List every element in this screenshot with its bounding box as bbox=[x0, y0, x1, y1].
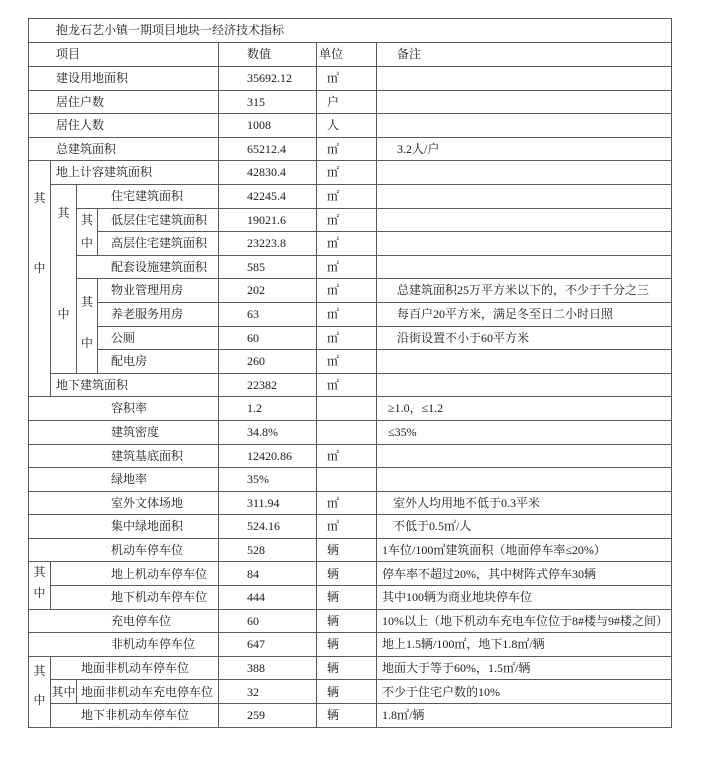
row-label: 地下非机动车停车位 bbox=[51, 704, 219, 728]
row-value: 311.94 bbox=[219, 491, 317, 515]
title-row bbox=[29, 19, 672, 43]
row-note: ≤35% bbox=[377, 420, 672, 444]
row-note: ≥1.0，≤1.2 bbox=[377, 397, 672, 421]
sub-group-label: 其中 bbox=[33, 191, 46, 276]
table-row bbox=[29, 90, 672, 114]
table-row bbox=[29, 279, 672, 303]
row-label: 高层住宅建筑面积 bbox=[98, 232, 219, 256]
row-value: 260 bbox=[219, 350, 317, 374]
table-row bbox=[29, 515, 672, 539]
sub-group-cell bbox=[77, 279, 98, 373]
row-value: 84 bbox=[219, 562, 317, 586]
row-value: 35692.12 bbox=[219, 67, 317, 91]
row-note bbox=[377, 350, 672, 374]
row-note: 地面大于等于60%，1.5㎡/辆 bbox=[377, 656, 672, 680]
row-note bbox=[377, 208, 672, 232]
row-unit: ㎡ bbox=[317, 255, 377, 279]
row-note: 1.8㎡/辆 bbox=[377, 704, 672, 728]
sub-group-label: 其中 bbox=[33, 664, 46, 708]
sub-group-cell bbox=[77, 208, 98, 255]
row-unit: ㎡ bbox=[317, 515, 377, 539]
row-note bbox=[377, 468, 672, 492]
row-label: 配套设施建筑面积 bbox=[77, 255, 219, 279]
row-unit: ㎡ bbox=[317, 444, 377, 468]
header-note: 备注 bbox=[377, 43, 672, 67]
row-unit: ㎡ bbox=[317, 373, 377, 397]
sub-group-label: 其中 bbox=[81, 295, 94, 351]
row-unit: 辆 bbox=[317, 538, 377, 562]
row-note: 1车位/100㎡建筑面积（地面停车率≤20%） bbox=[377, 538, 672, 562]
row-unit: 辆 bbox=[317, 586, 377, 610]
row-unit: 辆 bbox=[317, 562, 377, 586]
row-unit: ㎡ bbox=[317, 137, 377, 161]
row-value: 585 bbox=[219, 255, 317, 279]
table-row bbox=[29, 208, 672, 232]
row-unit: 辆 bbox=[317, 609, 377, 633]
table-row bbox=[29, 538, 672, 562]
row-unit: 人 bbox=[317, 114, 377, 138]
row-unit: ㎡ bbox=[317, 302, 377, 326]
table-row bbox=[29, 67, 672, 91]
row-label: 地面非机动车充电停车位 bbox=[77, 680, 219, 704]
row-unit: ㎡ bbox=[317, 232, 377, 256]
row-value: 1.2 bbox=[219, 397, 317, 421]
row-label: 地上计容建筑面积 bbox=[51, 161, 219, 185]
table-row bbox=[29, 302, 672, 326]
row-value: 34.8% bbox=[219, 420, 317, 444]
table-row bbox=[29, 397, 672, 421]
row-label: 集中绿地面积 bbox=[29, 515, 219, 539]
row-note: 室外人均用地不低于0.3平米 bbox=[377, 491, 672, 515]
row-unit: 户 bbox=[317, 90, 377, 114]
table-row bbox=[29, 137, 672, 161]
row-unit: ㎡ bbox=[317, 184, 377, 208]
row-note: 地上1.5辆/100㎡，地下1.8㎡/辆 bbox=[377, 633, 672, 657]
row-value: 444 bbox=[219, 586, 317, 610]
row-value: 524.16 bbox=[219, 515, 317, 539]
row-value: 63 bbox=[219, 302, 317, 326]
table-row bbox=[29, 373, 672, 397]
row-note bbox=[377, 161, 672, 185]
row-label: 居住户数 bbox=[29, 90, 219, 114]
table-row bbox=[29, 704, 672, 728]
table-row bbox=[29, 114, 672, 138]
row-note bbox=[377, 232, 672, 256]
sub-group-label: 其中 bbox=[51, 680, 77, 704]
table-row bbox=[29, 680, 672, 704]
row-note: 其中100辆为商业地块停车位 bbox=[377, 586, 672, 610]
sub-group-label: 其中 bbox=[33, 565, 46, 601]
row-unit: ㎡ bbox=[317, 208, 377, 232]
row-unit: ㎡ bbox=[317, 161, 377, 185]
sub-group-cell bbox=[51, 184, 77, 373]
row-label: 地上机动车停车位 bbox=[51, 562, 219, 586]
row-label: 建筑密度 bbox=[29, 420, 219, 444]
header-row bbox=[29, 43, 672, 67]
table-row bbox=[29, 326, 672, 350]
sub-group-label: 其中 bbox=[81, 212, 94, 250]
row-unit: 辆 bbox=[317, 680, 377, 704]
table-row bbox=[29, 255, 672, 279]
header-value: 数值 bbox=[219, 43, 317, 67]
row-value: 12420.86 bbox=[219, 444, 317, 468]
row-value: 388 bbox=[219, 656, 317, 680]
row-value: 65212.4 bbox=[219, 137, 317, 161]
row-label: 居住人数 bbox=[29, 114, 219, 138]
row-value: 1008 bbox=[219, 114, 317, 138]
row-label: 充电停车位 bbox=[29, 609, 219, 633]
row-note bbox=[377, 373, 672, 397]
table-row bbox=[29, 420, 672, 444]
table-row bbox=[29, 562, 672, 586]
row-note: 不低于0.5㎡/人 bbox=[377, 515, 672, 539]
table-row bbox=[29, 232, 672, 256]
row-value: 32 bbox=[219, 680, 317, 704]
row-unit: 辆 bbox=[317, 704, 377, 728]
row-value: 35% bbox=[219, 468, 317, 492]
row-note: 不少于住宅户数的10% bbox=[377, 680, 672, 704]
row-label: 低层住宅建筑面积 bbox=[98, 208, 219, 232]
row-note: 总建筑面积25万平方米以下的，不少于千分之三 bbox=[377, 279, 672, 303]
row-unit: ㎡ bbox=[317, 350, 377, 374]
row-note: 3.2人/户 bbox=[377, 137, 672, 161]
row-note bbox=[377, 444, 672, 468]
row-label: 总建筑面积 bbox=[29, 137, 219, 161]
table-row bbox=[29, 491, 672, 515]
row-note: 沿街设置不小于60平方米 bbox=[377, 326, 672, 350]
row-value: 60 bbox=[219, 326, 317, 350]
table-row bbox=[29, 468, 672, 492]
row-unit: ㎡ bbox=[317, 279, 377, 303]
row-unit bbox=[317, 397, 377, 421]
table-row bbox=[29, 161, 672, 185]
sub-group-label: 其中 bbox=[57, 205, 70, 321]
row-value: 259 bbox=[219, 704, 317, 728]
row-value: 647 bbox=[219, 633, 317, 657]
row-value: 42245.4 bbox=[219, 184, 317, 208]
row-unit: 辆 bbox=[317, 633, 377, 657]
sub-group-cell bbox=[29, 562, 51, 609]
row-label: 容积率 bbox=[29, 397, 219, 421]
row-label: 建筑基底面积 bbox=[29, 444, 219, 468]
row-note bbox=[377, 255, 672, 279]
header-unit: 单位 bbox=[317, 43, 377, 67]
row-note bbox=[377, 114, 672, 138]
row-label: 室外文体场地 bbox=[29, 491, 219, 515]
table-row bbox=[29, 350, 672, 374]
row-label: 绿地率 bbox=[29, 468, 219, 492]
row-note bbox=[377, 184, 672, 208]
row-label: 养老服务用房 bbox=[98, 302, 219, 326]
table-row bbox=[29, 444, 672, 468]
sub-group-cell bbox=[29, 656, 51, 727]
table-row bbox=[29, 633, 672, 657]
row-unit bbox=[317, 468, 377, 492]
row-value: 19021.6 bbox=[219, 208, 317, 232]
row-note bbox=[377, 90, 672, 114]
row-label: 物业管理用房 bbox=[98, 279, 219, 303]
row-value: 23223.8 bbox=[219, 232, 317, 256]
table-row bbox=[29, 586, 672, 610]
row-label: 地下建筑面积 bbox=[51, 373, 219, 397]
row-unit: ㎡ bbox=[317, 326, 377, 350]
row-label: 配电房 bbox=[98, 350, 219, 374]
row-note: 每百户20平方米，满足冬至日二小时日照 bbox=[377, 302, 672, 326]
table-row bbox=[29, 184, 672, 208]
row-note: 停车率不超过20%，其中树阵式停车30辆 bbox=[377, 562, 672, 586]
row-label: 机动车停车位 bbox=[29, 538, 219, 562]
row-note: 10%以上（地下机动车充电车位位于8#楼与9#楼之间） bbox=[377, 609, 672, 633]
row-unit: ㎡ bbox=[317, 67, 377, 91]
row-label: 地面非机动车停车位 bbox=[51, 656, 219, 680]
row-value: 528 bbox=[219, 538, 317, 562]
row-label: 地下机动车停车位 bbox=[51, 586, 219, 610]
row-value: 60 bbox=[219, 609, 317, 633]
row-value: 315 bbox=[219, 90, 317, 114]
row-unit: ㎡ bbox=[317, 491, 377, 515]
table-row bbox=[29, 656, 672, 680]
row-unit bbox=[317, 420, 377, 444]
row-label: 建设用地面积 bbox=[29, 67, 219, 91]
header-item: 项目 bbox=[29, 43, 219, 67]
sub-group-cell bbox=[29, 161, 51, 397]
row-value: 202 bbox=[219, 279, 317, 303]
table-row bbox=[29, 609, 672, 633]
row-note bbox=[377, 67, 672, 91]
economic-indicators-table bbox=[28, 18, 672, 728]
row-label: 非机动车停车位 bbox=[29, 633, 219, 657]
row-label: 公厕 bbox=[98, 326, 219, 350]
row-unit: 辆 bbox=[317, 656, 377, 680]
row-label: 住宅建筑面积 bbox=[77, 184, 219, 208]
row-value: 42830.4 bbox=[219, 161, 317, 185]
table-title: 抱龙石艺小镇一期项目地块一经济技术指标 bbox=[29, 19, 672, 43]
row-value: 22382 bbox=[219, 373, 317, 397]
